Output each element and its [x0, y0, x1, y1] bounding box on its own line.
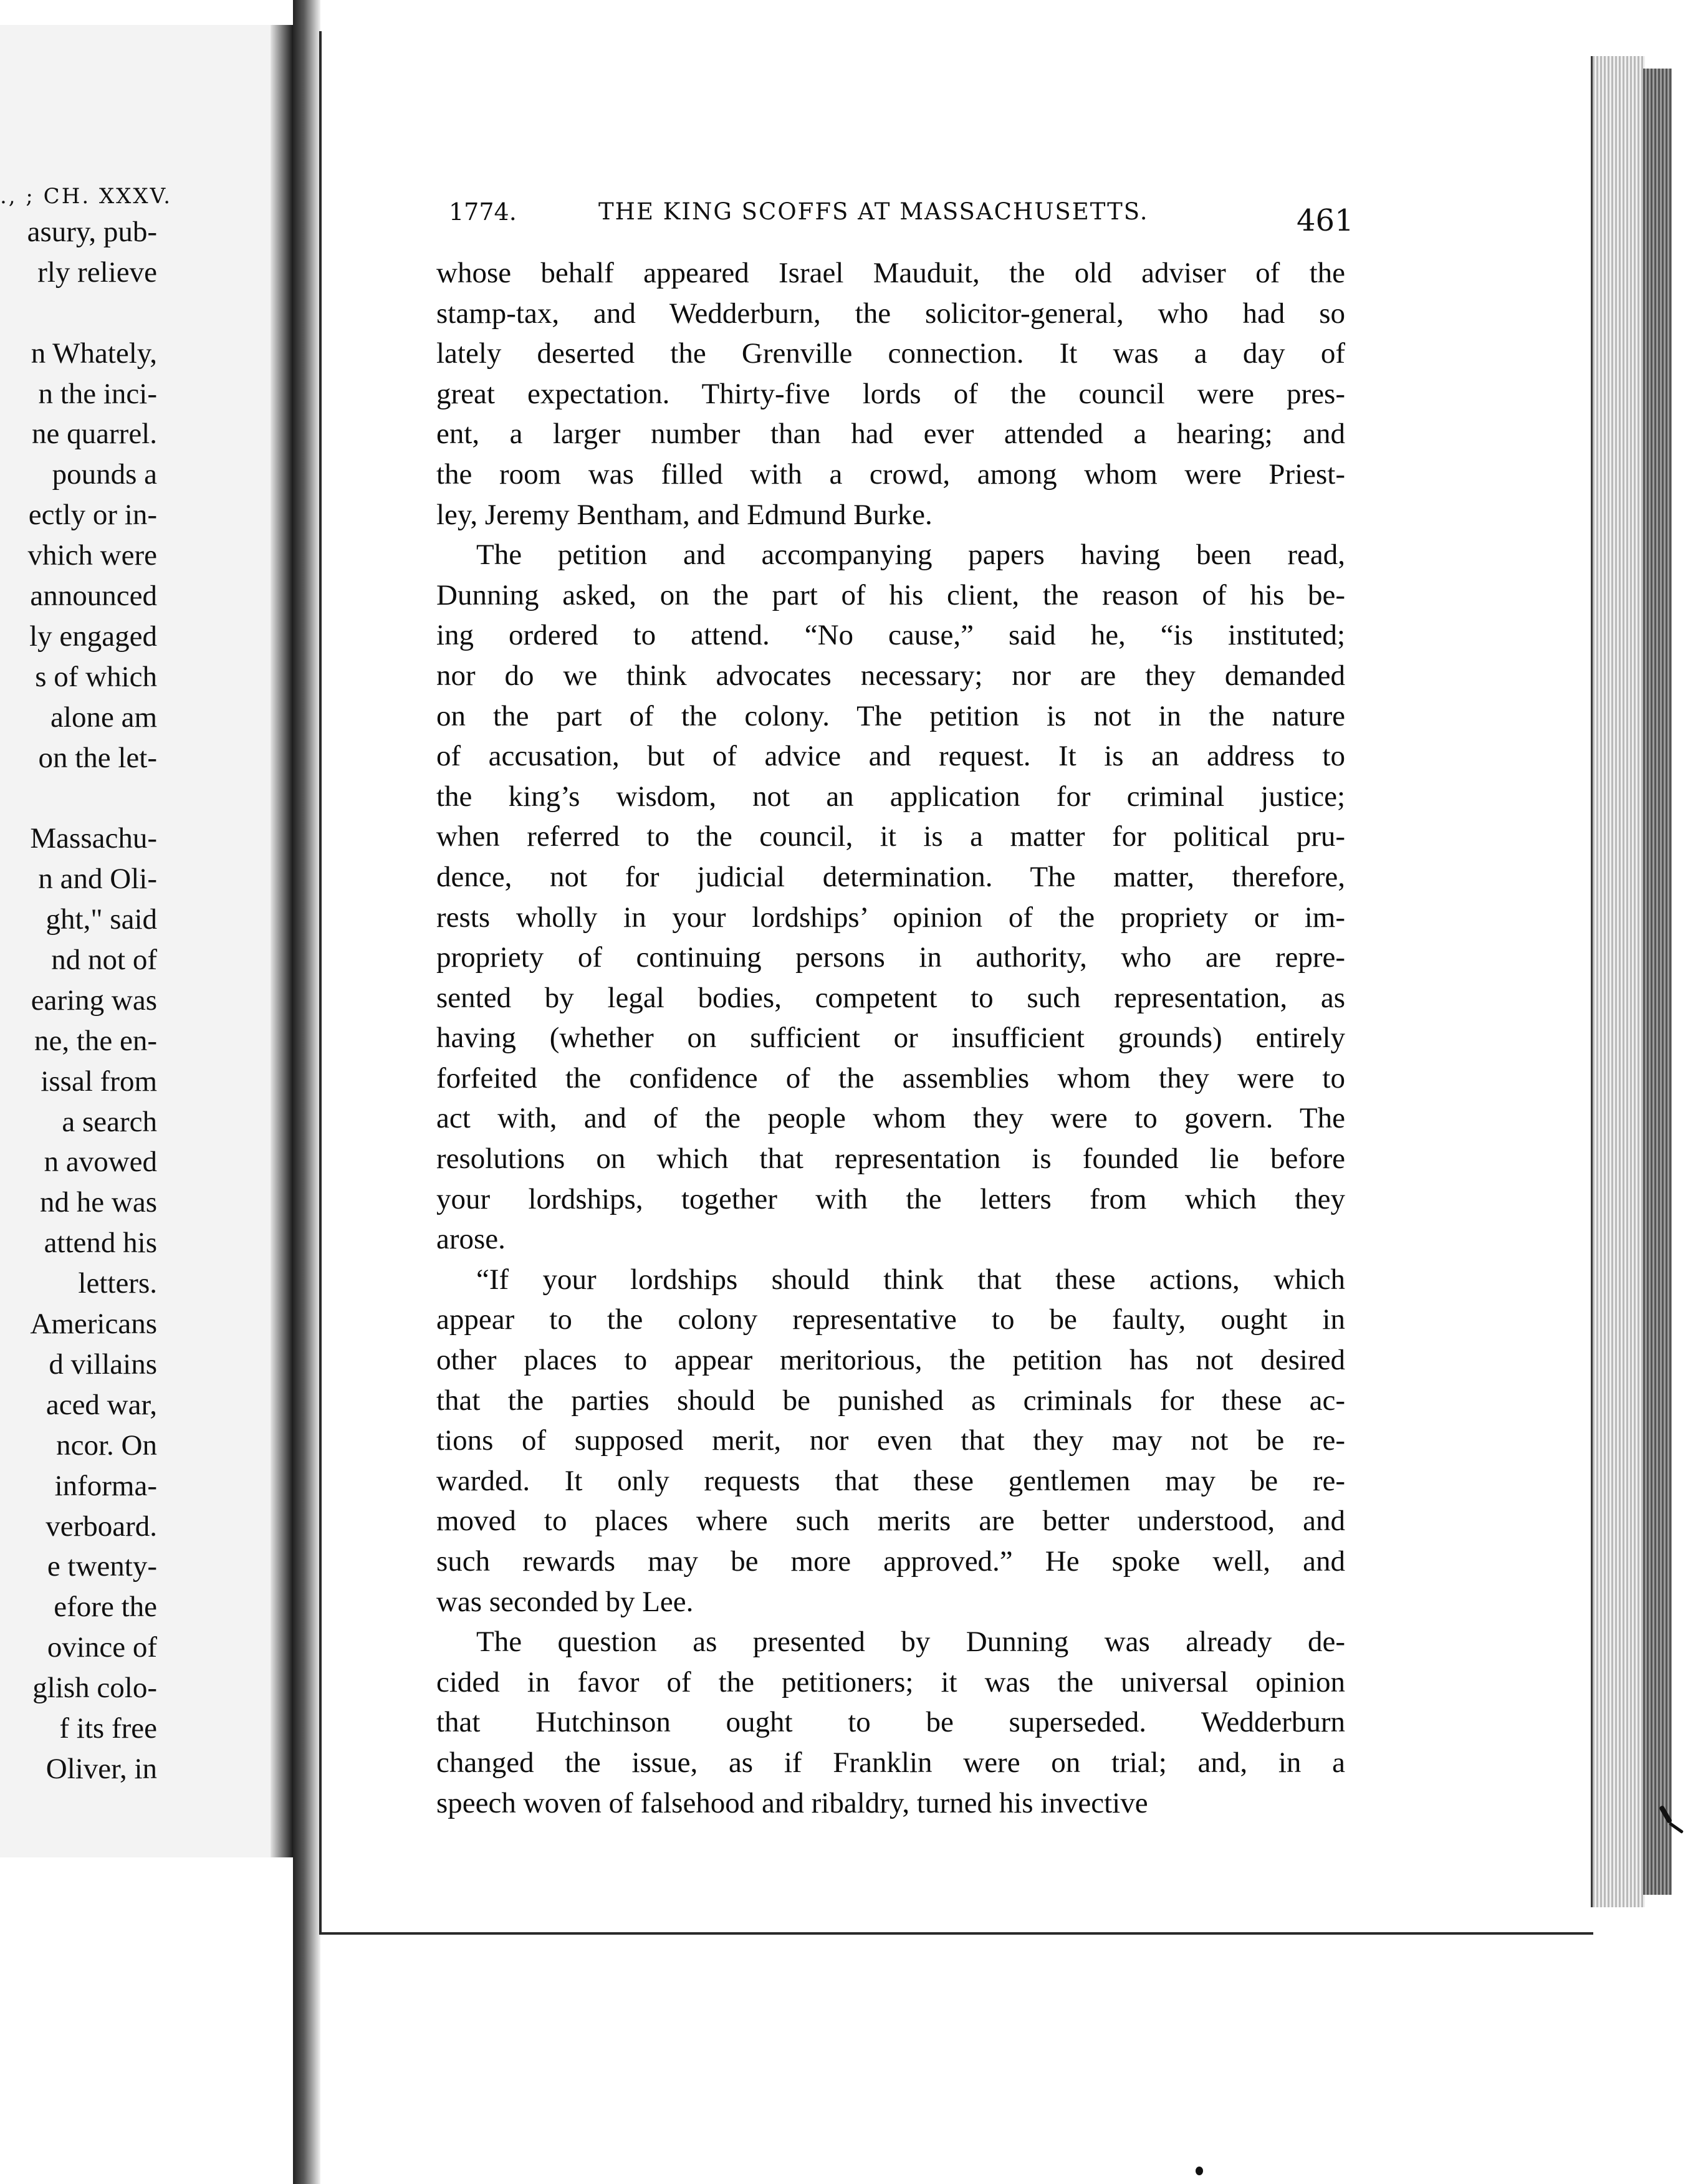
left-page-line: a search — [62, 1105, 157, 1138]
text-line: moved to places where such merits are better understood, and — [436, 1505, 1345, 1538]
text-line: changed the issue, as if Franklin were on trial; and, in a — [436, 1746, 1345, 1779]
left-page-line: verboard. — [46, 1510, 157, 1543]
text-line: The question as presented by Dunning was already de- — [476, 1626, 1345, 1659]
left-page-line: nd he was — [40, 1186, 157, 1219]
scan-speck — [1196, 2167, 1203, 2175]
text-line: that Hutchinson ought to be superseded. Wedderburn — [436, 1706, 1345, 1739]
left-page-line: announced — [30, 580, 157, 613]
text-line: arose. — [436, 1223, 506, 1256]
left-page-line: attend his — [44, 1227, 157, 1260]
text-line: the room was filled with a crowd, among whom were Priest- — [436, 457, 1345, 491]
text-line: sented by legal bodies, competent to such representation, as — [436, 981, 1345, 1014]
running-head-title: THE KING SCOFFS AT MASSACHUSETTS. — [598, 198, 1149, 225]
paragraph — [436, 1622, 1345, 1823]
text-line: act with, and of the people whom they were to govern. The — [436, 1102, 1345, 1135]
left-page-line: d villains — [49, 1348, 157, 1381]
page-edges — [1591, 56, 1645, 1907]
body-text — [436, 253, 1345, 1823]
text-line: having (whether on sufficient or insufficient grounds) entirely — [436, 1022, 1345, 1055]
text-line: nor do we think advocates necessary; nor are they demanded — [436, 659, 1345, 692]
left-page-line: informa- — [54, 1469, 157, 1502]
left-page-line: asury, pub- — [27, 216, 157, 248]
paragraph — [436, 253, 1345, 535]
left-page-line: s of which — [35, 660, 157, 693]
left-page-line: earing was — [31, 984, 157, 1017]
paragraph — [436, 535, 1345, 1260]
text-line: of accusation, but of advice and request. It is an address to — [436, 740, 1345, 773]
text-line: “If your lordships should think that these actions, which — [476, 1263, 1345, 1296]
text-line: tions of supposed merit, nor even that they may not be re- — [436, 1424, 1345, 1457]
text-line: The petition and accompanying papers having been read, — [476, 539, 1345, 572]
left-running-head: ., ; CH. XXXV. — [0, 184, 172, 209]
left-page-line: n avowed — [44, 1146, 157, 1179]
left-page-line: pounds a — [52, 458, 157, 491]
left-page-line: Americans — [30, 1308, 157, 1341]
left-page-line: issal from — [41, 1065, 157, 1098]
left-page-line: ovince of — [47, 1631, 157, 1664]
left-page-line: aced war, — [46, 1388, 157, 1421]
text-line: whose behalf appeared Israel Mauduit, the old adviser of the — [436, 257, 1345, 289]
text-line: Dunning asked, on the part of his client, the reason of his be- — [436, 578, 1345, 611]
left-page-line: Oliver, in — [46, 1752, 157, 1785]
text-line: speech woven of falsehood and ribaldry, turned his invective — [436, 1786, 1148, 1819]
left-page-line: nd not of — [51, 944, 157, 977]
left-page-line: n Whately, — [31, 337, 157, 370]
left-page-line: ncor. On — [56, 1429, 157, 1462]
left-page-line: alone am — [50, 701, 157, 734]
left-page-line: vhich were — [27, 539, 157, 572]
left-page-line: e twenty- — [47, 1550, 157, 1583]
left-page-line: on the let- — [38, 741, 157, 774]
page-number: 461 — [1297, 203, 1354, 238]
left-page-line: n and Oli- — [38, 863, 157, 896]
text-line: that the parties should be punished as criminals for these ac- — [436, 1384, 1345, 1417]
text-line: on the part of the colony. The petition is not in the nature — [436, 699, 1345, 732]
text-line: resolutions on which that representation is founded lie before — [436, 1142, 1345, 1176]
text-line: ing ordered to attend. “No cause,” said he, “is instituted; — [436, 619, 1345, 652]
text-line: propriety of continuing persons in authority, who are repre- — [436, 941, 1345, 974]
text-line: dence, not for judicial determination. The matter, therefore, — [436, 860, 1345, 893]
left-page-text — [27, 212, 157, 1789]
text-line: your lordships, together with the letters from which they — [436, 1182, 1345, 1215]
left-page-line: Massachu- — [30, 822, 157, 855]
text-line: great expectation. Thirty-five lords of the council were pres- — [436, 377, 1345, 410]
left-page-line: ectly or in- — [28, 499, 157, 532]
left-page-line: n the inci- — [38, 377, 157, 410]
text-line: was seconded by Lee. — [436, 1585, 694, 1618]
text-line: ley, Jeremy Bentham, and Edmund Burke. — [436, 498, 933, 531]
text-line: lately deserted the Grenville connection. It was a day of — [436, 337, 1345, 370]
text-line: rests wholly in your lordships’ opinion of the propriety or im- — [436, 901, 1345, 934]
book-gutter — [293, 0, 320, 2184]
left-page-line: glish colo- — [32, 1672, 157, 1705]
text-line: forfeited the confidence of the assemblies whom they were to — [436, 1061, 1345, 1094]
left-page-line: ne quarrel. — [32, 418, 157, 451]
text-line: the king’s wisdom, not an application for criminal justice; — [436, 780, 1345, 813]
text-line: cided in favor of the petitioners; it was the universal opinion — [436, 1665, 1345, 1698]
running-head — [449, 198, 1359, 236]
left-page-line — [27, 293, 157, 333]
running-head-year: 1774. — [449, 198, 517, 226]
paragraph — [436, 1260, 1345, 1622]
text-line: appear to the colony representative to be faulty, ought in — [436, 1303, 1345, 1336]
left-page-line: f its free — [59, 1712, 157, 1745]
left-page-line: letters. — [78, 1267, 157, 1300]
text-line: such rewards may be more approved.” He spoke well, and — [436, 1545, 1345, 1578]
left-facing-page — [0, 25, 293, 1857]
left-page-line: ly engaged — [29, 620, 157, 653]
text-line: when referred to the council, it is a matter for political pru- — [436, 820, 1345, 853]
text-line: ent, a larger number than had ever attended a hearing; and — [436, 418, 1345, 451]
left-page-line: ne, the en- — [34, 1024, 157, 1057]
text-line: stamp-tax, and Wedderburn, the solicitor-general, who had so — [436, 297, 1345, 330]
page-edges-shadow — [1643, 69, 1672, 1895]
text-line: other places to appear meritorious, the petition has not desired — [436, 1344, 1345, 1377]
text-line: warded. It only requests that these gentlemen may be re- — [436, 1464, 1345, 1497]
left-page-line: rly relieve — [37, 256, 157, 289]
left-page-line: efore the — [54, 1591, 157, 1624]
left-page-line — [27, 778, 157, 818]
left-page-line: ght," said — [46, 903, 157, 936]
